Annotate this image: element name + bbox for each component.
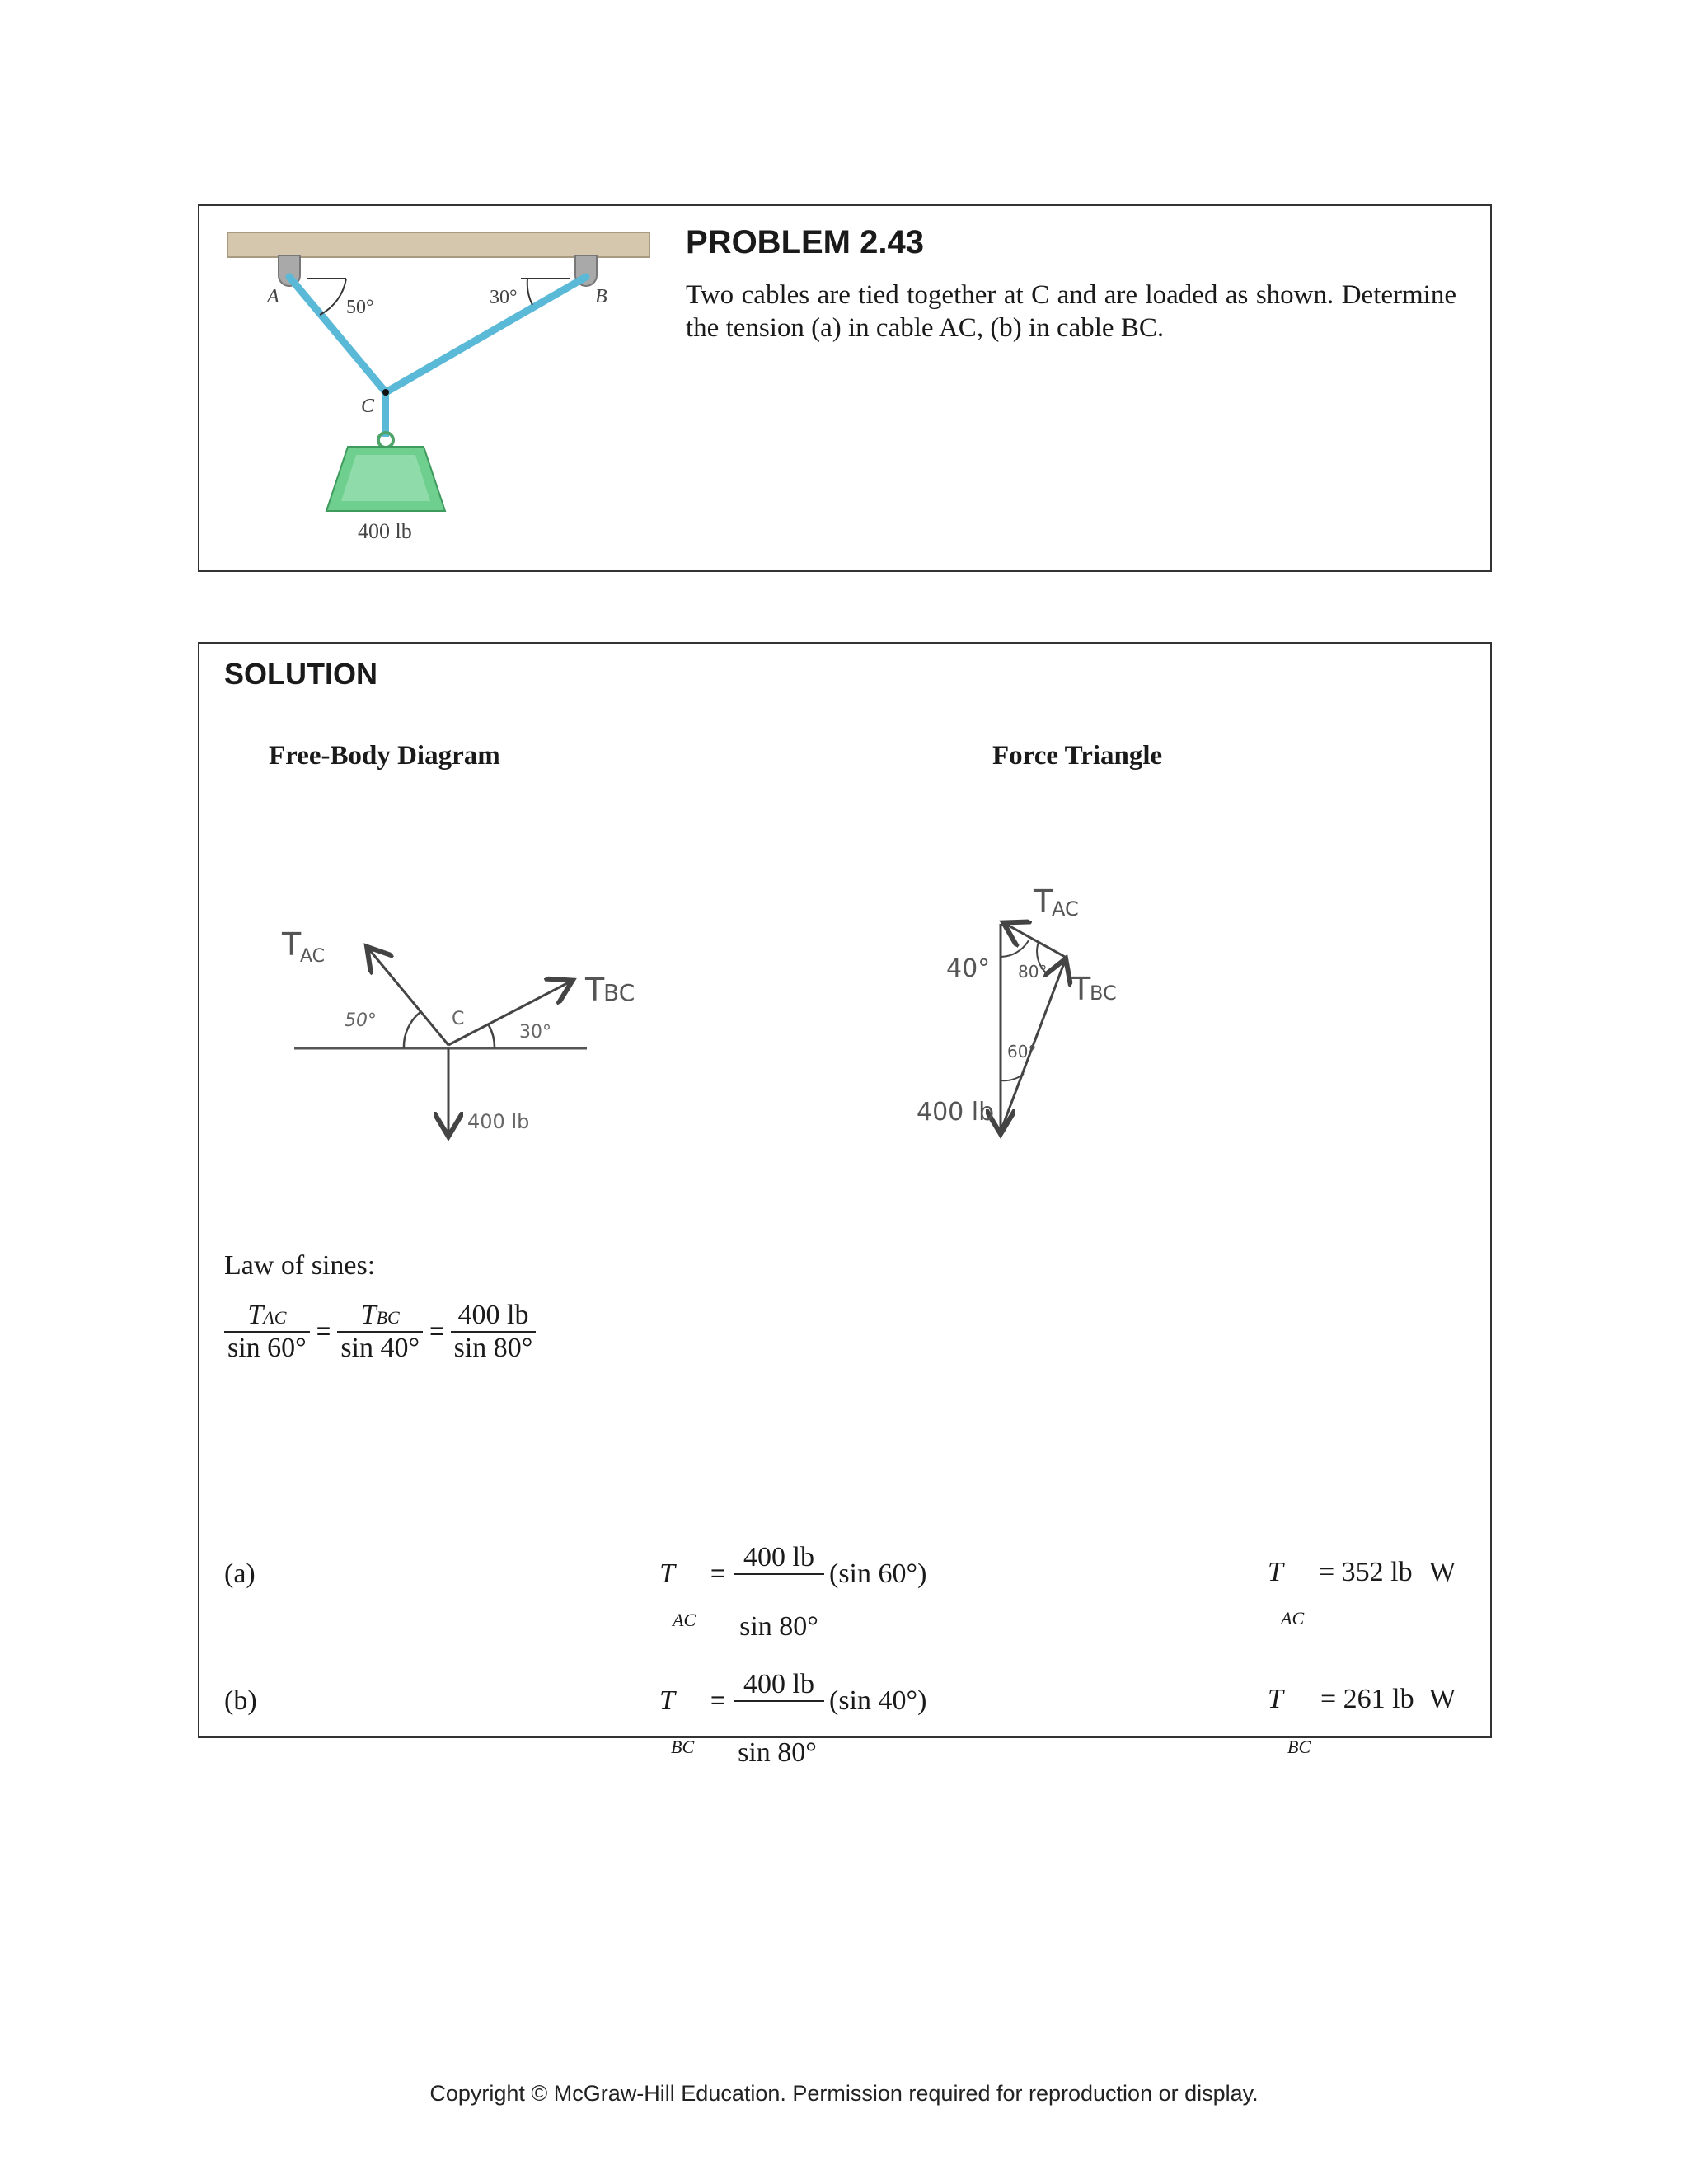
part-b-answer-mark: W [1429, 1684, 1456, 1714]
part-a-answer-mark: W [1429, 1557, 1456, 1587]
triangle-angle-40: 40° [946, 954, 991, 983]
arc-50 [320, 279, 346, 315]
part-a-answer-t: T [1268, 1557, 1283, 1587]
cable-ac [289, 277, 386, 392]
ceiling [227, 232, 649, 257]
triangle-angle-80: 80° [1018, 962, 1048, 982]
part-a-num: 400 lb [734, 1542, 824, 1575]
part-b-lhs-sub: BC [671, 1736, 695, 1757]
part-a-factor: (sin 60°) [829, 1558, 927, 1589]
triangle-diagram [917, 644, 1485, 1188]
svg-text:BC: BC [603, 979, 635, 1006]
knot-c [382, 389, 389, 396]
part-a-den: sin 80° [739, 1611, 818, 1642]
triangle-tbc-label: T [1071, 971, 1091, 1007]
fbd-diagram [199, 644, 776, 1188]
part-a-lhs-sub: AC [673, 1610, 696, 1630]
fbd-angle-30: 30° [519, 1022, 551, 1043]
part-a-label: (a) [224, 1558, 256, 1589]
label-a: A [267, 286, 279, 307]
triangle-load-label: 400 lb [917, 1098, 995, 1127]
fbd-load-label: 400 lb [467, 1110, 530, 1133]
label-load: 400 lb [358, 519, 412, 543]
part-b-answer-value: = 261 lb [1320, 1684, 1414, 1714]
svg-text:BC: BC [1090, 982, 1117, 1005]
triangle-angle-60: 60° [1007, 1042, 1037, 1062]
law-equation: $\frac{\text{TAC}}{\sin 60^\circ}$ = $\frac{\text{TBC}}{\sin 40^\circ}$ = $\frac{400 lb}{\sin 80^\circ}$ [224, 1300, 536, 1364]
copyright-footer: Copyright © McGraw-Hill Education. Permission required for reproduction or display. [429, 2081, 1259, 2106]
cable-bc [386, 277, 586, 392]
label-c: C [361, 396, 375, 417]
problem-box [198, 204, 1492, 572]
fbd-tac-label: T [282, 926, 302, 963]
part-b-label: (b) [224, 1685, 257, 1716]
solution-title: SOLUTION [224, 657, 377, 691]
fbd-c-label: C [452, 1009, 465, 1029]
solution-box [198, 642, 1492, 1738]
label-b: B [595, 286, 607, 307]
fbd-arrow-tbc [448, 982, 570, 1045]
law-label: Law of sines: [224, 1250, 376, 1281]
part-b-num: 400 lb [734, 1669, 824, 1702]
part-a-lhs: T [659, 1558, 675, 1589]
problem-title: PROBLEM 2.43 [686, 224, 924, 260]
part-a-answer-sub: AC [1281, 1608, 1305, 1629]
fbd-arrow-tac [368, 949, 448, 1045]
fbd-heading: Free-Body Diagram [269, 741, 500, 771]
part-b-lhs: T [659, 1685, 675, 1716]
part-a-eq: = [710, 1560, 725, 1587]
part-b-answer-t: T [1268, 1684, 1283, 1714]
arc-30 [528, 279, 532, 305]
part-a-answer-value: = 352 lb [1319, 1557, 1413, 1587]
part-b-answer-sub: BC [1287, 1736, 1311, 1757]
fbd-arc-30 [489, 1025, 495, 1048]
fbd-tbc-label: T [585, 972, 605, 1008]
label-angle-a: 50° [346, 297, 374, 318]
part-b-factor: (sin 40°) [829, 1685, 927, 1716]
part-b-eq: = [710, 1687, 725, 1714]
triangle-tac-label: T [1034, 883, 1053, 920]
fbd-angle-50: 50° [345, 1010, 377, 1031]
part-b-den: sin 80° [738, 1737, 817, 1768]
svg-text:AC: AC [300, 946, 326, 967]
triangle-tac-side [1006, 924, 1065, 957]
svg-text:AC: AC [1052, 898, 1079, 921]
triangle-heading: Force Triangle [992, 741, 1163, 771]
problem-text: Two cables are tied together at C and are loaded as shown. Determine the tension (a) in cable AC, (b) in cable BC. [686, 280, 1456, 343]
fbd-arc-50 [404, 1012, 420, 1048]
label-angle-b: 30° [490, 287, 518, 308]
